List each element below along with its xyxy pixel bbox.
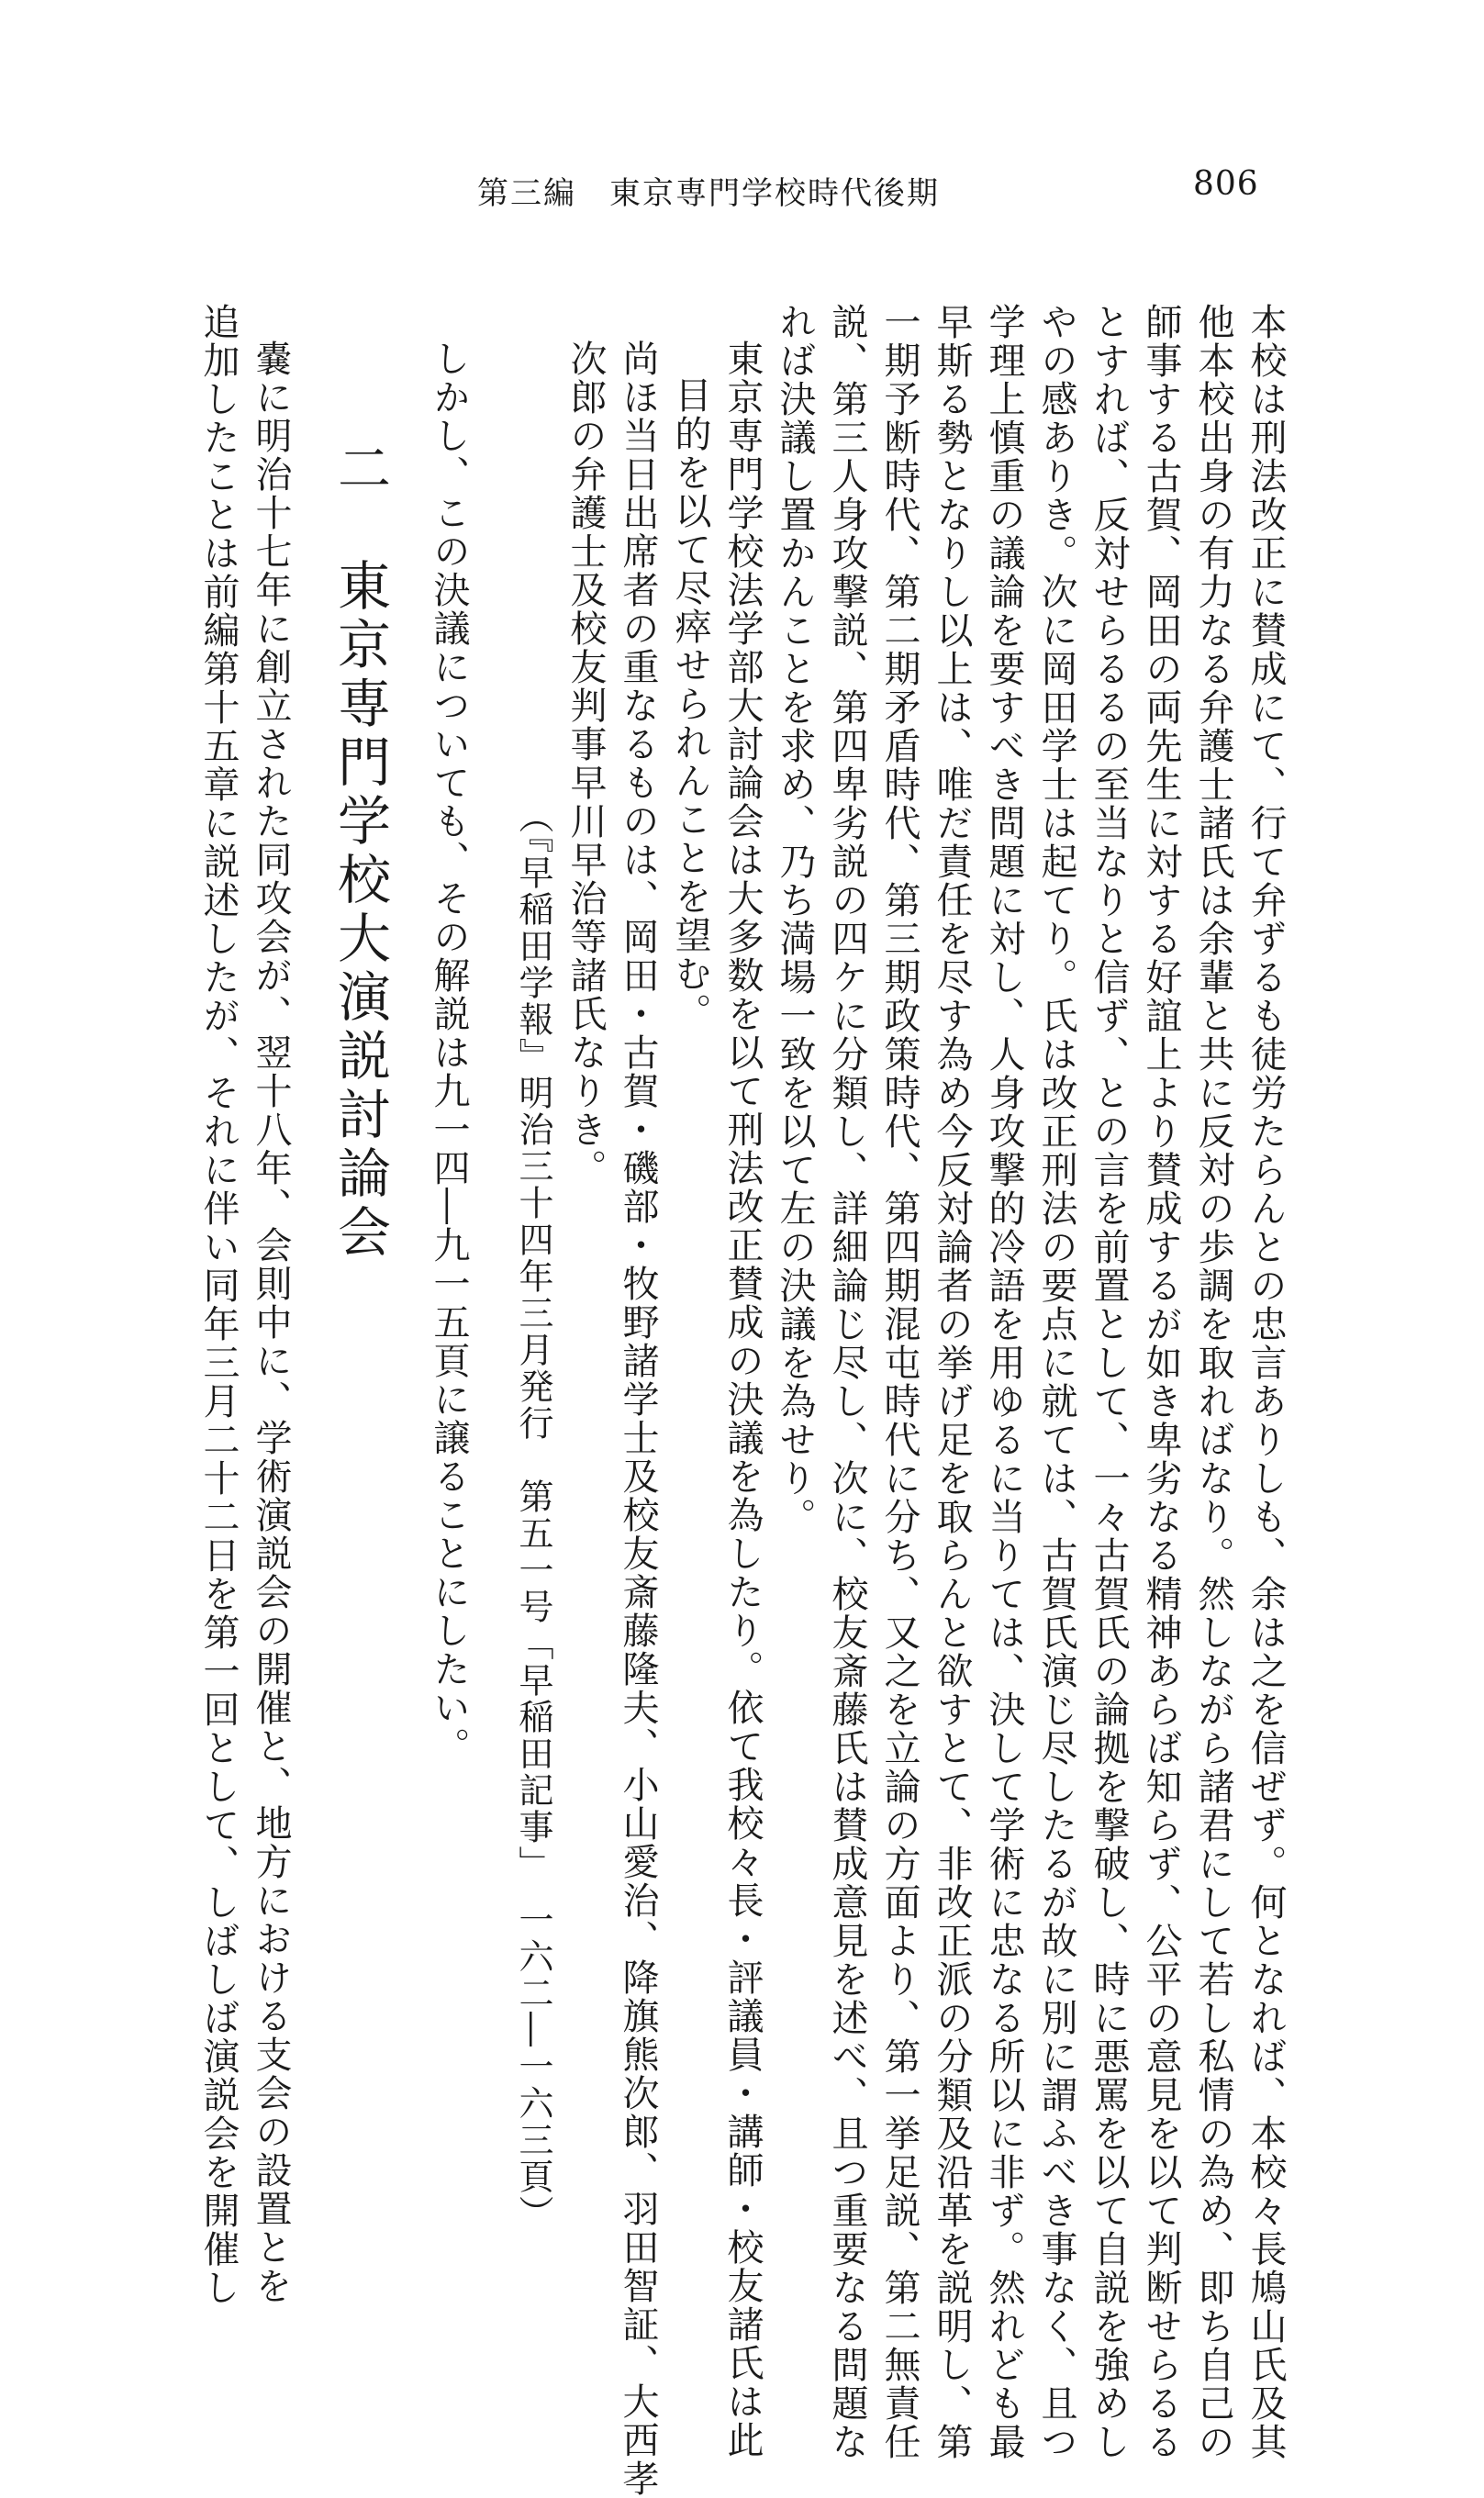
attendees-line-1: 尚ほ当日出席者の重なるものは、岡田・古賀・磯部・牧野諸学士及校友斎藤隆夫、小山愛治、降旗熊次郎、羽田智証、大西孝 [617,340,659,2498]
section-heading: 二 東京専門学校大演説討論会 [329,440,391,1263]
text-line-6: 学理上慎重の議論を要すべき問題に対し、人身攻撃的冷語を用ゆるに当りては、決して学術に忠なる所以に非ず。然れども最 [983,303,1025,2461]
text-line-19: 追加したことは前編第十五章に説述したが、それに伴い同年三月二十二日を第一回として、しばしば演説会を開催し [197,303,240,2307]
vertical-body-text [192,303,1291,2498]
text-line-1: 本校は刑法改正に賛成にて、行て弁ずるも徒労たらんとの忠言ありしも、余は之を信ぜず。何となれば、本校々長鳩山氏及其 [1244,303,1287,2461]
spacer [474,303,507,2092]
source-citation: （『早稲田学報』明治三十四年三月発行 第五一号「早稲田記事」 一六二―一六三頁） [513,798,553,2232]
text-line-16: しかし、この決議についても、その解説は九一四―九一五頁に譲ることにしたい。 [428,340,470,1766]
text-line-9: 説、第三人身攻撃説、第四卑劣説の四ケに分類し、詳細論じ尽し、次に、校友斎藤氏は賛成意見を述べ、且つ重要なる問題な [826,303,868,2461]
text-line-8: 一期予断時代、第二期矛盾時代、第三期政策時代、第四期混屯時代に分ち、又之を立論の方面より、第一挙足説、第二無責任 [878,303,921,2461]
text-line-18: 嚢に明治十七年に創立された同攻会が、翌十八年、会則中に、学術演説会の開催と、地方における支会の設置とを [250,340,292,2305]
attendees-line-2: 次郎の弁護士及校友判事早川早治等諸氏なりき。 [564,340,607,1188]
resolution-line-1: 東京専門学校法学部大討論会は大多数を以て刑法改正賛成の決議を為したり。依て我校々長・評議員・講師・校友諸氏は此 [721,340,764,2459]
text-line-4: とすれば、反対せらるるの至当なりと信ず、との言を前置として、一々古賀氏の論拠を撃破し、時に悪罵を以て自説を強めし [1088,303,1130,2461]
running-header: 第三編 東京専門学校時代後期 [477,175,940,212]
text-line-2: 他本校出身の有力なる弁護士諸氏は余輩と共に反対の歩調を取ればなり。然しながら諸君にして若し私情の為め、即ち自己の [1192,303,1234,2461]
page-number: 806 [1193,165,1259,203]
text-line-7: 早斯る勢となりし以上は、唯だ責任を尽す為め今反対論者の挙げ足を取らんと欲すとて、非改正派の分類及沿革を説明し、第 [931,303,973,2461]
text-line-5: やの感ありき。次に岡田学士は起てり。氏は改正刑法の要点に就ては、古賀氏演じ尽したるが故に別に謂ふべき事なく、且つ [1035,303,1077,2461]
resolution-line-2: 目的を以て尽瘁せられんことを望む。 [669,376,711,1032]
text-line-10: れば決議し置かんことを求め、乃ち満場一致を以て左の決議を為せり。 [774,303,816,1536]
text-line-3: 師事する古賀、岡田の両先生に対する好誼上より賛成するが如き卑劣なる精神あらば知らず、公平の意見を以て判断せらるる [1140,303,1182,2461]
